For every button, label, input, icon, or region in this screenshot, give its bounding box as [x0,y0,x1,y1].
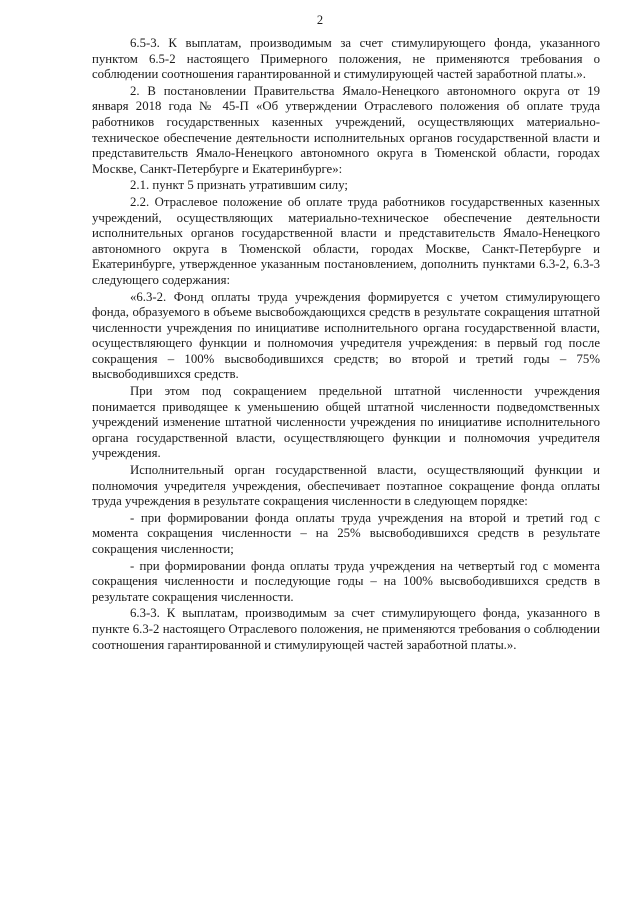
paragraph-2-2: 2.2. Отраслевое положение об оплате труда работников государственных казенных учреждений, осуществляющих материально-техническое обеспечение деятельности исполнительных органов государственной власти и представительств Ямало-Ненецкого автономного округа в Тюменской области, городах Москве, Санкт-Петербурге и Екатеринбурге, утвержденное указанным постановлением, дополнить пунктами 6.3-2, 6.3-3 следующего содержания: [92,194,600,287]
document-body [92,36,600,654]
paragraph-2: 2. В постановлении Правительства Ямало-Ненецкого автономного округа от 19 января 2018 года № 45-П «Об утверждении Отраслевого положения об оплате труда работников государственных казенных учреждений, осуществляющих материально-техническое обеспечение деятельности исполнительных органов государственной власти и представительств Ямало-Ненецкого автономного округа в Тюменской области, городах Москве, Санкт-Петербурге и Екатеринбурге»: [92,83,600,176]
paragraph-6-3-2: «6.3-2. Фонд оплаты труда учреждения формируется с учетом стимулирующего фонда, образуемого в объеме высвобождающихся средств в результате сокращения штатной численности учреждения по инициативе исполнительного органа государственной власти, осуществляющего функции и полномочия учредителя учреждения: в первый год после сокращения – 100% высвободившихся средств; во второй и третий годы – 75% высвободившихся средств. [92,289,600,382]
paragraph-reduction-definition: При этом под сокращением предельной штатной численности учреждения понимается приводящее к уменьшению общей штатной численности подведомственных учреждений изменение штатной численности учреждения по инициативе исполнительного органа государственной власти, осуществляющего функции и полномочия учредителя учреждения. [92,384,600,461]
list-item-fourth-year: - при формировании фонда оплаты труда учреждения на четвертый год с момента сокращения численности и последующие годы – на 100% высвободившихся средств в результате сокращения численности. [92,558,600,604]
paragraph-phased-reduction: Исполнительный орган государственной власти, осуществляющий функции и полномочия учредителя учреждения, обеспечивает поэтапное сокращение фонда оплаты труда учреждения в результате сокращения численности в следующем порядке: [92,463,600,509]
paragraph-6-5-3: 6.5-3. К выплатам, производимым за счет стимулирующего фонда, указанного пунктом 6.5-2 настоящего Примерного положения, не применяются требования о соблюдении соотношения гарантированной и стимулирующей частей заработной платы.». [92,36,600,82]
paragraph-2-1: 2.1. пункт 5 признать утратившим силу; [130,178,348,193]
page-number: 2 [316,13,324,27]
list-item-second-third-year: - при формировании фонда оплаты труда учреждения на второй и третий год с момента сокращения численности – на 25% высвободившихся средств в результате сокращения численности; [92,510,600,556]
paragraph-6-3-3: 6.3-3. К выплатам, производимым за счет стимулирующего фонда, указанного в пункте 6.3-2 настоящего Отраслевого положения, не применяются требования о соблюдении соотношения гарантированной и стимулирующей частей заработной платы.». [92,606,600,652]
